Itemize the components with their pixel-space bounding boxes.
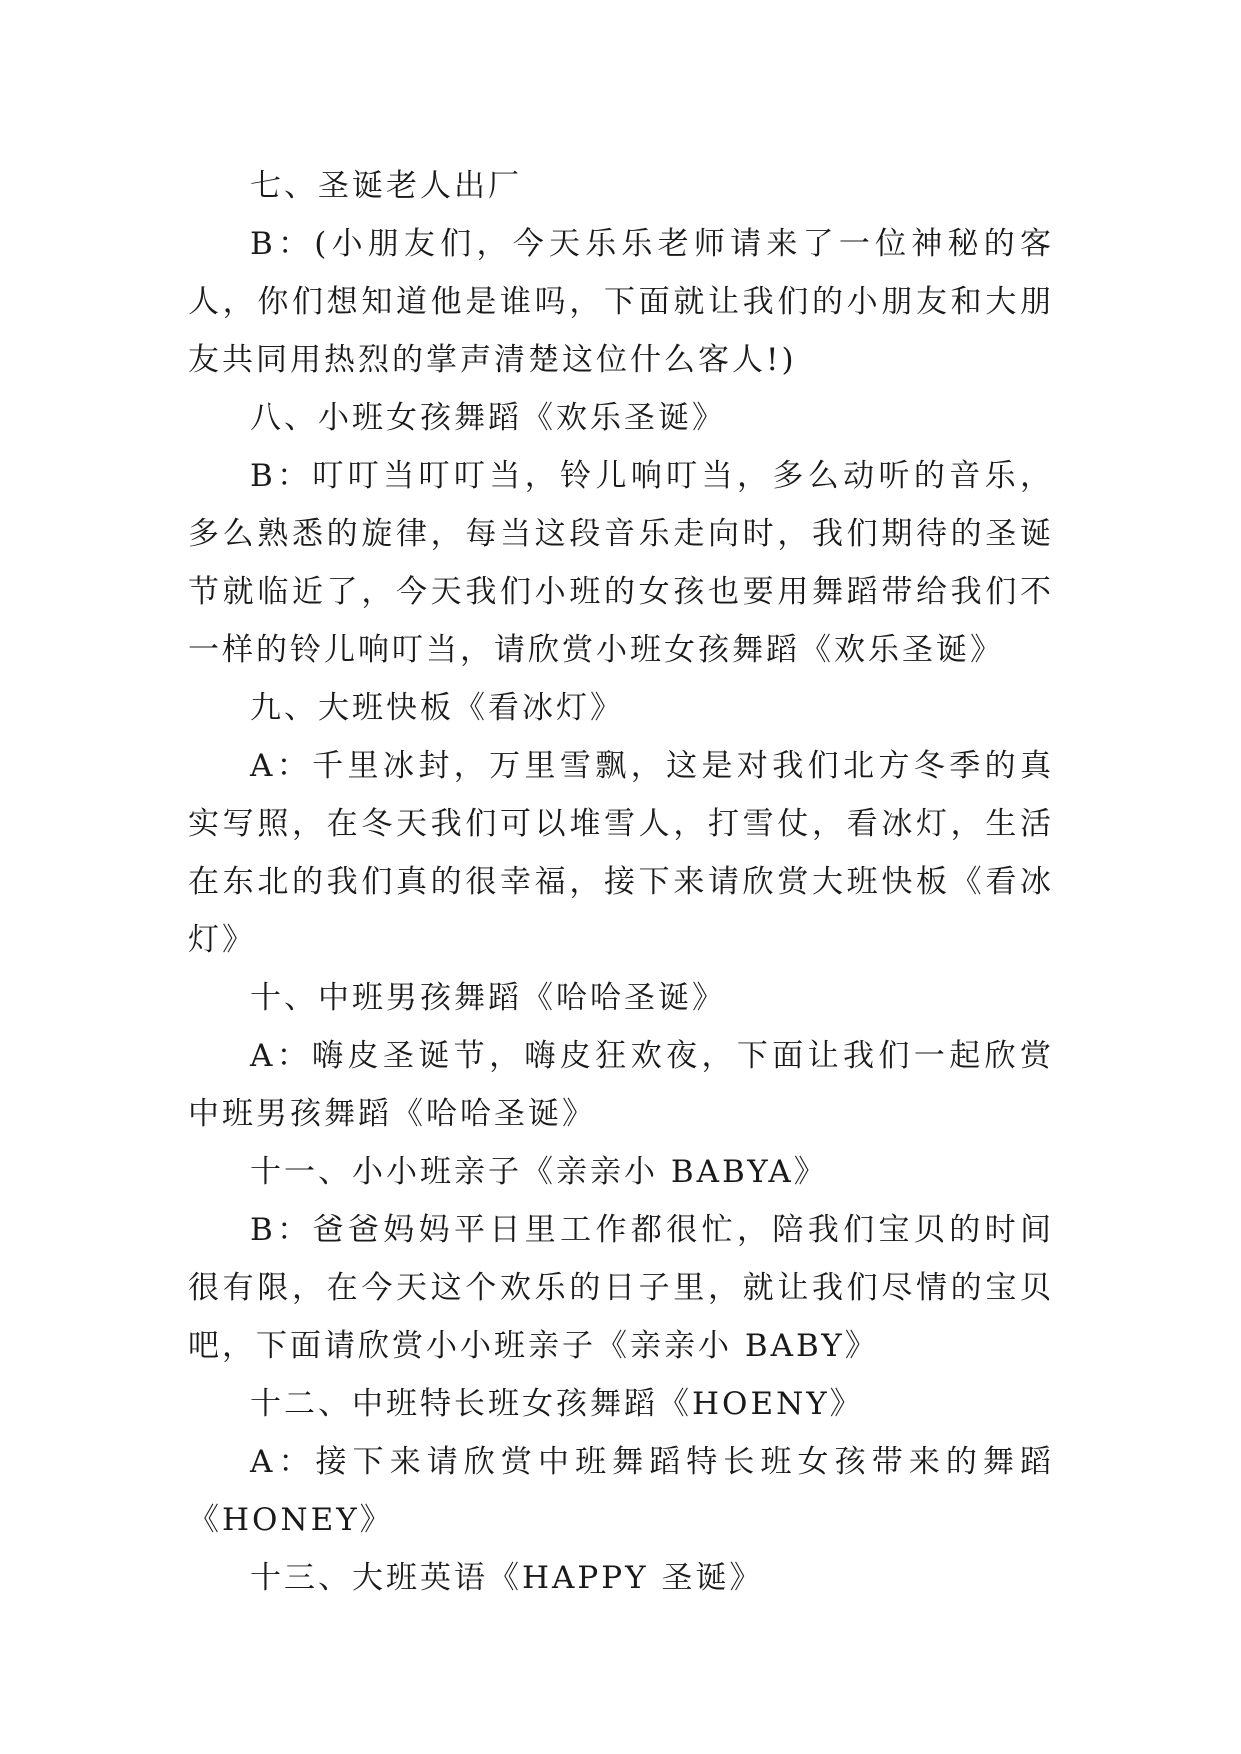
host-line-b-1: B：(小朋友们，今天乐乐老师请来了一位神秘的客人，你们想知道他是谁吗，下面就让我们的小朋友和大朋友共同用热烈的掌声清楚这位什么客人!) (188, 226, 1054, 378)
heading-item-7: 七、圣诞老人出厂 (250, 168, 522, 204)
heading-item-9: 九、大班快板《看冰灯》 (250, 690, 624, 726)
host-line-a-2: A：嗨皮圣诞节，嗨皮狂欢夜，下面让我们一起欣赏中班男孩舞蹈《哈哈圣诞》 (188, 1038, 1054, 1132)
host-line-a-1: A：千里冰封，万里雪飘，这是对我们北方冬季的真实写照，在冬天我们可以堆雪人，打雪仗，看冰灯，生活在东北的我们真的很幸福，接下来请欣赏大班快板《看冰灯》 (188, 748, 1054, 958)
host-line-b-2: B：叮叮当叮叮当，铃儿响叮当，多么动听的音乐，多么熟悉的旋律，每当这段音乐走向时，我们期待的圣诞节就临近了，今天我们小班的女孩也要用舞蹈带给我们不一样的铃儿响叮当，请欣赏小班女孩舞蹈《欢乐圣诞》 (188, 458, 1054, 668)
heading-item-10: 十、中班男孩舞蹈《哈哈圣诞》 (250, 980, 726, 1016)
heading-item-8: 八、小班女孩舞蹈《欢乐圣诞》 (250, 400, 726, 436)
heading-item-11: 十一、小小班亲子《亲亲小 BABYA》 (250, 1154, 828, 1190)
heading-item-12: 十二、中班特长班女孩舞蹈《HOENY》 (250, 1386, 864, 1422)
document-body (188, 157, 1054, 1607)
host-line-a-3: A：接下来请欣赏中班舞蹈特长班女孩带来的舞蹈《HONEY》 (188, 1444, 1054, 1538)
host-line-b-3: B：爸爸妈妈平日里工作都很忙，陪我们宝贝的时间很有限，在今天这个欢乐的日子里，就让我们尽情的宝贝吧，下面请欣赏小小班亲子《亲亲小 BABY》 (188, 1212, 1054, 1364)
heading-item-13: 十三、大班英语《HAPPY 圣诞》 (250, 1560, 764, 1596)
